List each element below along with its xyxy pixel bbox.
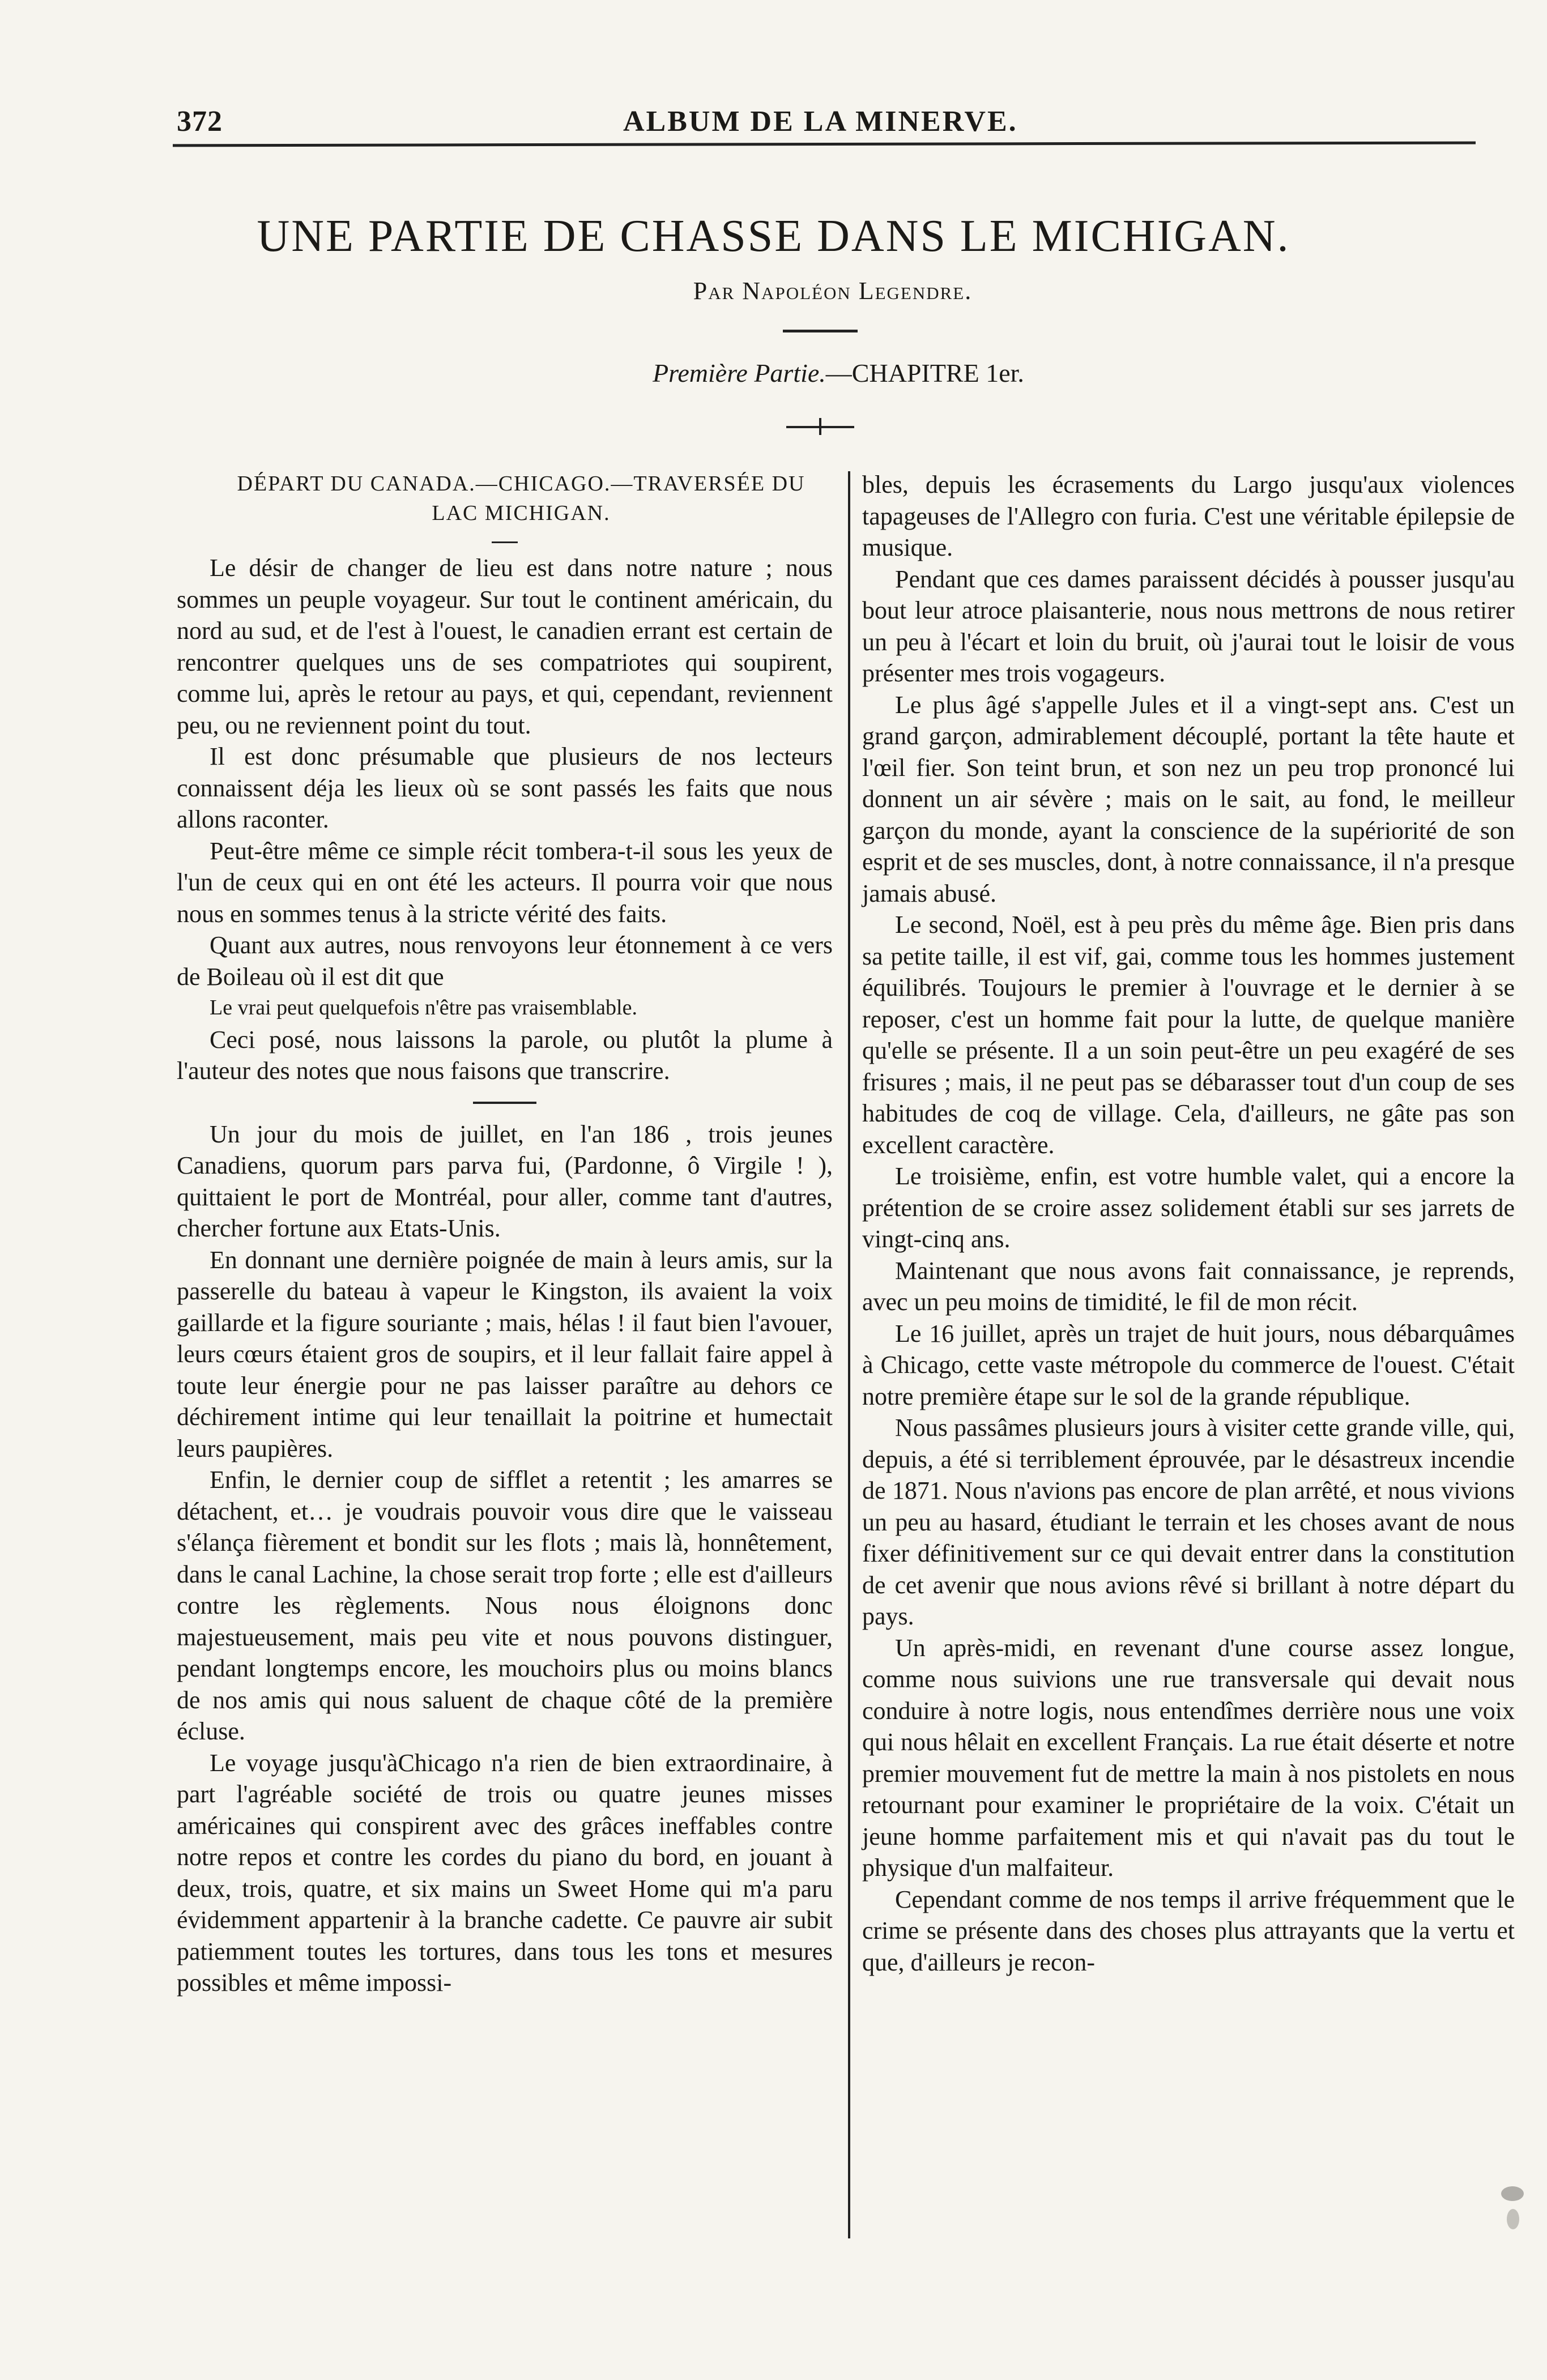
page-blemish	[1507, 2209, 1519, 2229]
left-paragraphs-b	[177, 1024, 833, 1087]
paragraph: Le voyage jusqu'àChicago n'a rien de bien extraordinaire, à part l'agréable société de trois ou quatre jeunes misses américaines qui conspirent avec des grâces ineffables contre notre repos et contre les cordes du piano du bord, en jouant à deux, trois, quatre, et six mains un Sweet Home qui m'a paru évidemment appartenir à la branche cadette. Ce pauvre air subit patiemment toutes les tortures, dans tous les tons et mesures possibles et même impossi-	[177, 1748, 833, 1997]
author-rule	[783, 330, 858, 332]
article-author: Par Napoléon Legendre.	[693, 277, 973, 305]
paragraph: bles, depuis les écrasements du Largo jusqu'aux violences tapageuses de l'Allegro con furia. C'est une véritable épilepsie de musique.	[862, 471, 1515, 561]
right-paragraphs	[862, 469, 1515, 1978]
ornament-rule	[786, 426, 854, 428]
left-column	[177, 469, 833, 1999]
part-chapter-heading	[566, 358, 1110, 388]
paragraph: Le troisième, enfin, est votre humble valet, qui a encore la prétention de se croire assez solidement établi sur ses jarrets de vingt-cinq ans.	[862, 1162, 1515, 1253]
paragraph: Cependant comme de nos temps il arrive fréquemment que le crime se présente dans des choses plus attrayants que la vertu et que, d'ailleurs je recon-	[862, 1885, 1515, 1976]
running-head	[0, 105, 1547, 144]
paragraph: Le désir de changer de lieu est dans notre nature ; nous sommes un peuple voyageur. Sur tout le continent américain, du nord au sud, et de l'est à l'ouest, le canadien errant est certain de rencontrer quelques uns de ses compatriotes qui soupirent, comme lui, après le retour au pays, et qui, cependant, reviennent peu, ou ne reviennent point du tout.	[177, 554, 833, 739]
section-heading-line1: DÉPART DU CANADA.—CHICAGO.—TRAVERSÉE DU	[237, 472, 806, 496]
paragraph: Le plus âgé s'appelle Jules et il a vingt-sept ans. C'est un grand garçon, admirablement découplé, portant la tête haute et l'œil fier. Son teint brun, et son nez un peu trop prononcé lui donnent un air sévère ; mais on le sait, au fond, le meilleur garçon du monde, ayant la conscience de la supériorité de son esprit et de ses muscles, dont, à notre connaissance, il n'a presque jamais abusé.	[862, 690, 1515, 907]
paragraph: Nous passâmes plusieurs jours à visiter cette grande ville, qui, depuis, a été si terriblement éprouvée, par le désastreux incendie de 1871. Nous n'avions pas encore de plan arrêté, et nous vivions un peu au hasard, étudiant le terrain et les choses avant de nous fixer définitivement sur ce qui devait entrer dans la constitution de cet avenir que nous avions rêvé si brillant à notre départ du pays.	[862, 1414, 1515, 1630]
left-paragraphs-c	[177, 1119, 833, 1999]
part-label: Première Partie.	[653, 359, 826, 387]
paragraph: Quant aux autres, nous renvoyons leur étonnement à ce vers de Boileau où il est dit que	[177, 931, 833, 991]
article-title: UNE PARTIE DE CHASSE DANS LE MICHIGAN.	[257, 211, 1290, 261]
paragraph: Un jour du mois de juillet, en l'an 186 , trois jeunes Canadiens, quorum pars parva fui, (Pardonne, ô Virgile ! ), quittaient le port de Montréal, pour aller, comme tant d'autres, chercher fortune aux Etats-Unis.	[177, 1120, 833, 1242]
left-paragraphs-a	[177, 552, 833, 992]
column-divider	[848, 471, 850, 2238]
paragraph: En donnant une dernière poignée de main à leurs amis, sur la passerelle du bateau à vapeur le Kingston, ils avaient la voix gaillarde et la figure souriante ; mais, hélas ! il faut bien l'avouer, leurs cœurs étaient gros de soupirs, et il leur fallait faire appel à toute leur énergie pour ne pas laisser paraître au dehors ce déchirement intime qui leur tenaillait la poitrine et humectait leurs paupières.	[177, 1246, 833, 1462]
paragraph: Il est donc présumable que plusieurs de nos lecteurs connaissent déja les lieux où se sont passés les faits que nous allons raconter.	[177, 743, 833, 833]
paragraph: Le 16 juillet, après un trajet de huit jours, nous débarquâmes à Chicago, cette vaste métropole du commerce de l'ouest. C'était notre première étape sur le sol de la grande république.	[862, 1319, 1515, 1410]
chapter-label: —CHAPITRE 1er.	[825, 359, 1024, 387]
page-number: 372	[177, 105, 223, 138]
paragraph: Le second, Noël, est à peu près du même âge. Bien pris dans sa petite taille, il est vif, gai, comme tous les hommes justement équilibrés. Toujours le premier à l'ouvrage et le dernier à se reposer, c'est un homme fait pour la lutte, de quelque manière qu'elle se présente. Il a un soin peut-être un peu exagéré de ses frisures ; mais, il ne peut pas se débarasser tout d'un coup de ses habitudes de coq de village. Cela, d'ailleurs, ne gâte pas son excellent caractère.	[862, 911, 1515, 1159]
paragraph: Enfin, le dernier coup de sifflet a retentit ; les amarres se détachent, et… je voudrais pouvoir vous dire que le vaisseau s'élança fièrement et bondit sur les flots ; mais là, honnêtement, dans le canal Lachine, la chose serait trop forte ; elle est d'ailleurs contre les règlements. Nous nous éloignons donc majestueusement, mais peu vite et nous pouvons distinguer, pendant longtemps encore, les mouchoirs plus ou moins blancs de nos amis qui nous saluent de chaque côté de la première écluse.	[177, 1466, 833, 1745]
paragraph: Peut-être même ce simple récit tombera-t-il sous les yeux de l'un de ceux qui en ont été les acteurs. Il pourra voir que nous nous en sommes tenus à la stricte vérité des faits.	[177, 837, 833, 928]
page-blemish	[1501, 2186, 1524, 2201]
paragraph: Pendant que ces dames paraissent décidés à pousser jusqu'au bout leur atroce plaisanterie, nous nous mettrons de nous retirer un peu à l'écart et loin du bruit, où j'aurai tout le loisir de vous présenter mes trois vogageurs.	[862, 565, 1515, 687]
section-heading-line2: LAC MICHIGAN.	[432, 501, 611, 525]
paragraph: Ceci posé, nous laissons la parole, ou plutôt la plume à l'auteur des notes que nous faisons que transcrire.	[177, 1025, 833, 1085]
paragraph: Maintenant que nous avons fait connaissance, je reprends, avec un peu moins de timidité, le fil de mon récit.	[862, 1256, 1515, 1316]
journal-title: ALBUM DE LA MINERVE.	[623, 105, 1018, 138]
section-rule	[473, 1102, 536, 1104]
boileau-quote: Le vrai peut quelquefois n'être pas vraisemblable.	[210, 996, 637, 1020]
right-column	[862, 469, 1515, 1978]
paragraph: Un après-midi, en revenant d'une course assez longue, comme nous suivions une rue transversale qui devait nous conduire à notre logis, nous entendîmes derrière nous une voix qui nous hêlait en excellent Français. La rue était déserte et notre premier mouvement fut de mettre la main à nos pistolets en nous retournant pour examiner le propriétaire de la voix. C'était un jeune homme parfaitement mis et qui n'avait pas du tout le physique d'un malfaiteur.	[862, 1633, 1515, 1882]
section-dash	[492, 541, 518, 543]
